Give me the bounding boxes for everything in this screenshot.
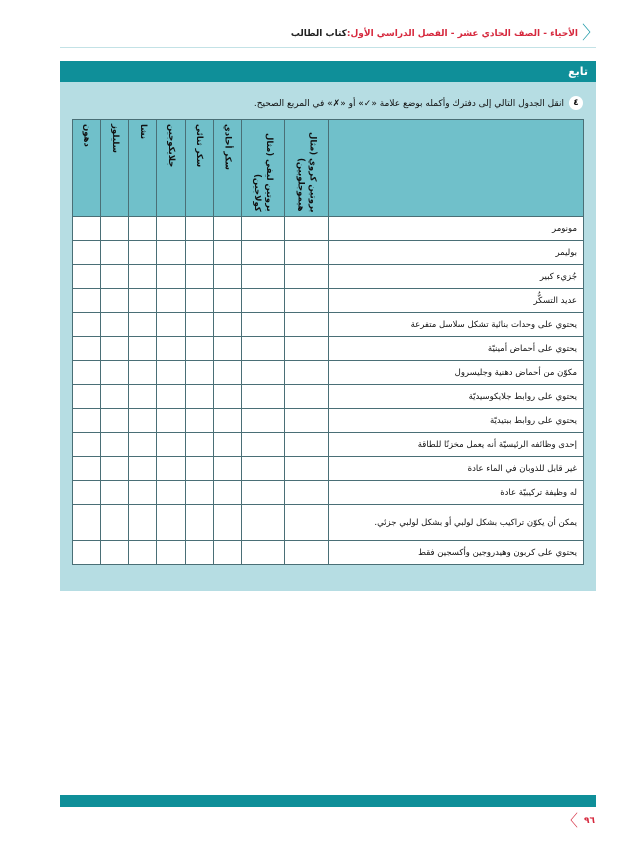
table-row <box>73 361 584 385</box>
answer-cell <box>241 241 284 265</box>
answer-cell <box>241 313 284 337</box>
table-header-row <box>73 120 584 217</box>
answer-cell <box>129 409 157 433</box>
answer-cell <box>101 457 129 481</box>
answer-cell <box>73 457 101 481</box>
answer-cell <box>129 289 157 313</box>
table-row <box>73 289 584 313</box>
answer-cell <box>285 433 328 457</box>
answer-cell <box>185 265 213 289</box>
table-row <box>73 433 584 457</box>
answer-cell <box>241 385 284 409</box>
answer-cell <box>73 241 101 265</box>
answer-cell <box>157 289 185 313</box>
answer-cell <box>213 217 241 241</box>
answer-cell <box>213 361 241 385</box>
column-header-label: سكر ثنائي <box>194 124 205 168</box>
answer-cell <box>73 409 101 433</box>
answer-cell <box>241 337 284 361</box>
column-header-label: بروتين كروي (مثال هيموجلوبين) <box>295 131 318 212</box>
answer-cell <box>73 289 101 313</box>
answer-cell <box>73 433 101 457</box>
answer-cell <box>285 241 328 265</box>
header-divider <box>60 47 596 48</box>
chevron-left-icon: 〈 <box>562 811 579 830</box>
answer-cell <box>213 313 241 337</box>
answer-cell <box>213 481 241 505</box>
question-instruction: انقل الجدول التالي إلى دفترك وأكمله بوضع علامة «✓» أو «✗» في المربع الصحيح. <box>253 99 564 109</box>
answer-cell <box>185 409 213 433</box>
row-label: غير قابل للذوبان في الماء عادة <box>328 457 584 481</box>
answer-cell <box>185 313 213 337</box>
answer-cell <box>285 457 328 481</box>
column-header <box>213 120 241 217</box>
answer-cell <box>129 217 157 241</box>
row-label: يمكن أن يكوّن تراكيب بشكل لولبي أو بشكل لولبي جزئي. <box>328 505 584 541</box>
answer-cell <box>73 361 101 385</box>
answer-cell <box>101 385 129 409</box>
answer-cell <box>73 505 101 541</box>
row-label: إحدى وظائفه الرئيسيّة أنه يعمل مخزنًا للطاقة <box>328 433 584 457</box>
column-header-label: سكر أحادي <box>222 124 233 170</box>
answer-cell <box>185 241 213 265</box>
answer-cell <box>129 337 157 361</box>
answer-cell <box>157 505 185 541</box>
chevron-right-icon: 〈 <box>582 23 600 44</box>
answer-cell <box>285 505 328 541</box>
answer-cell <box>101 313 129 337</box>
answer-cell <box>241 361 284 385</box>
table-corner-cell <box>328 120 584 217</box>
answer-cell <box>285 361 328 385</box>
answer-cell <box>157 337 185 361</box>
table-row <box>73 385 584 409</box>
row-label: يحتوي على أحماض أمينيّة <box>328 337 584 361</box>
answer-cell <box>157 481 185 505</box>
table-row <box>73 313 584 337</box>
answer-cell <box>241 289 284 313</box>
column-header <box>157 120 185 217</box>
row-label: عديد التسكُّر <box>328 289 584 313</box>
answer-cell <box>101 265 129 289</box>
page-number-block <box>562 812 602 830</box>
table-row <box>73 505 584 541</box>
answer-cell <box>157 409 185 433</box>
answer-cell <box>213 505 241 541</box>
table-body <box>73 217 584 565</box>
column-header <box>241 120 284 217</box>
page-header <box>60 24 600 44</box>
answer-cell <box>185 289 213 313</box>
answer-cell <box>101 361 129 385</box>
answer-cell <box>241 541 284 565</box>
row-label: جُزيء كبير <box>328 265 584 289</box>
table-row <box>73 457 584 481</box>
column-header <box>185 120 213 217</box>
answer-cell <box>157 541 185 565</box>
answer-cell <box>73 385 101 409</box>
column-header <box>101 120 129 217</box>
table-row <box>73 541 584 565</box>
page-number: ٩٦ <box>584 816 596 826</box>
answer-cell <box>241 505 284 541</box>
table-row <box>73 241 584 265</box>
answer-cell <box>101 217 129 241</box>
answer-cell <box>285 541 328 565</box>
answer-cell <box>73 337 101 361</box>
row-label: يحتوي على كربون وهيدروجين وأكسجين فقط <box>328 541 584 565</box>
answer-cell <box>241 265 284 289</box>
column-header <box>129 120 157 217</box>
answer-cell <box>185 541 213 565</box>
answer-cell <box>285 313 328 337</box>
answer-cell <box>241 457 284 481</box>
row-label: يحتوي على روابط ببتيديّة <box>328 409 584 433</box>
answer-cell <box>129 241 157 265</box>
answer-cell <box>213 337 241 361</box>
table-row <box>73 409 584 433</box>
answer-cell <box>157 265 185 289</box>
answer-cell <box>157 313 185 337</box>
answer-cell <box>73 541 101 565</box>
header-book-info: الأحياء - الصف الحادي عشر - الفصل الدراسي الأول: <box>346 29 578 39</box>
answer-cell <box>213 433 241 457</box>
answer-cell <box>129 361 157 385</box>
answer-cell <box>73 481 101 505</box>
question-number: ٤ <box>569 96 583 110</box>
header-book-type: كتاب الطالب <box>290 29 347 39</box>
answer-cell <box>129 313 157 337</box>
answer-cell <box>101 409 129 433</box>
answer-cell <box>101 433 129 457</box>
row-label: يحتوي على روابط جلايكوسيديّة <box>328 385 584 409</box>
answer-cell <box>73 265 101 289</box>
row-label: له وظيفة تركيبيّة عادة <box>328 481 584 505</box>
answer-cell <box>129 481 157 505</box>
answer-cell <box>129 385 157 409</box>
answer-cell <box>241 481 284 505</box>
answer-cell <box>213 409 241 433</box>
answer-cell <box>285 289 328 313</box>
column-header <box>73 120 101 217</box>
row-label: بوليمر <box>328 241 584 265</box>
answer-cell <box>129 541 157 565</box>
column-header-label: بروتين ليفي (مثال كولاجين) <box>252 133 275 212</box>
answer-cell <box>213 541 241 565</box>
answer-cell <box>185 505 213 541</box>
answer-cell <box>101 241 129 265</box>
answer-cell <box>213 241 241 265</box>
column-header-label: دهون <box>81 124 92 147</box>
table-row <box>73 217 584 241</box>
answer-cell <box>129 505 157 541</box>
answer-cell <box>129 457 157 481</box>
column-header-label: نشا <box>137 124 148 140</box>
column-header-label: سليلوز <box>109 124 120 153</box>
answer-cell <box>101 337 129 361</box>
answer-cell <box>185 361 213 385</box>
answer-cell <box>101 505 129 541</box>
answer-cell <box>129 433 157 457</box>
table-row <box>73 481 584 505</box>
answer-cell <box>185 481 213 505</box>
answer-cell <box>157 457 185 481</box>
column-header-label: جلايكوجين <box>166 124 177 168</box>
row-label: مكوّن من أحماض دهنية وجليسرول <box>328 361 584 385</box>
answer-cell <box>185 337 213 361</box>
answer-cell <box>213 457 241 481</box>
answer-cell <box>73 217 101 241</box>
answer-cell <box>73 313 101 337</box>
comparison-table <box>72 119 584 565</box>
answer-cell <box>185 217 213 241</box>
answer-cell <box>129 265 157 289</box>
answer-cell <box>185 433 213 457</box>
row-label: مونومر <box>328 217 584 241</box>
answer-cell <box>285 265 328 289</box>
answer-cell <box>101 541 129 565</box>
answer-cell <box>157 241 185 265</box>
answer-cell <box>213 385 241 409</box>
answer-cell <box>185 457 213 481</box>
continue-bar: تابع <box>60 61 596 82</box>
answer-cell <box>285 337 328 361</box>
answer-cell <box>185 385 213 409</box>
answer-cell <box>213 289 241 313</box>
footer-bar <box>60 795 596 807</box>
answer-cell <box>285 385 328 409</box>
answer-cell <box>241 217 284 241</box>
answer-cell <box>101 481 129 505</box>
row-label: يحتوي على وحدات بنائية تشكل سلاسل متفرعة <box>328 313 584 337</box>
answer-cell <box>241 433 284 457</box>
answer-cell <box>157 433 185 457</box>
answer-cell <box>241 409 284 433</box>
answer-cell <box>157 385 185 409</box>
table-row <box>73 337 584 361</box>
table-row <box>73 265 584 289</box>
answer-cell <box>157 217 185 241</box>
answer-cell <box>101 289 129 313</box>
answer-cell <box>213 265 241 289</box>
answer-cell <box>285 481 328 505</box>
column-header <box>285 120 328 217</box>
answer-cell <box>285 217 328 241</box>
answer-cell <box>157 361 185 385</box>
answer-cell <box>285 409 328 433</box>
